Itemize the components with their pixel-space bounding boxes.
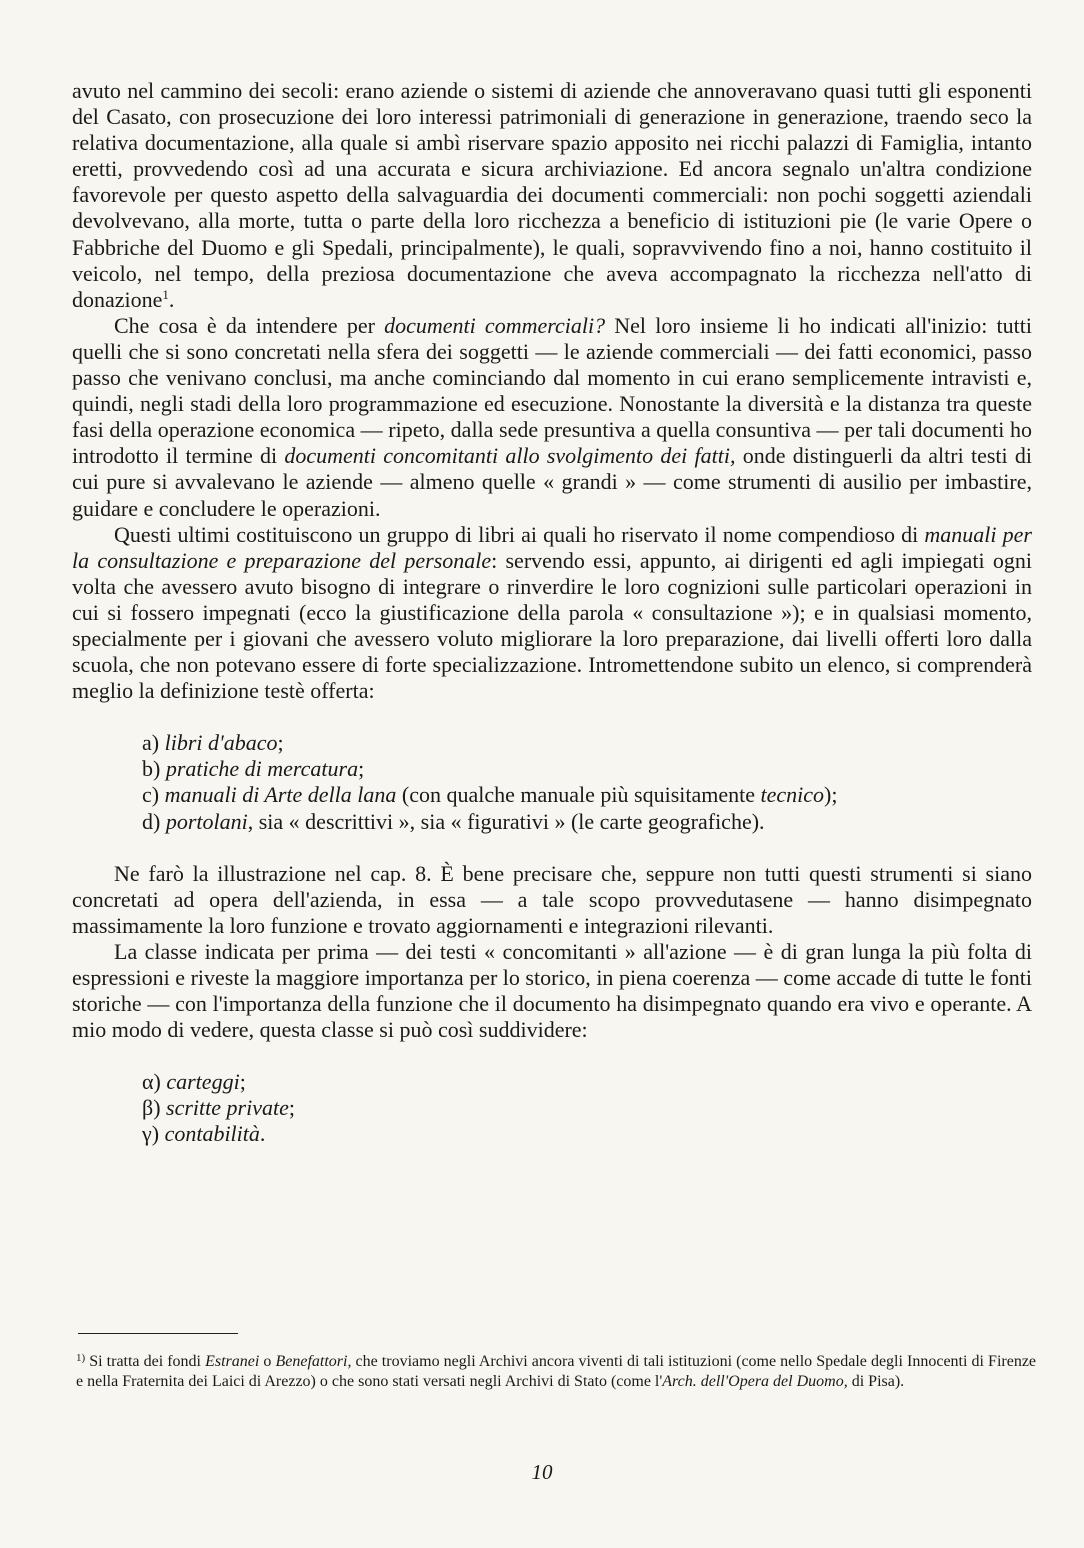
italic-term: Arch. dell'Opera del Duomo, (662, 1372, 848, 1390)
paragraph-1-text: avuto nel cammino dei secoli: erano aziende o sistemi di aziende che annoveravano quasi tutti gli esponenti del Casato, con prosecuzione dei loro interessi patrimoniali di generazione in generazione, traendo seco la relativa documentazione, alla quale si ambì riservare spazio apposito nei ricchi palazzi di Famiglia, intanto eretti, provvedendo così ad una accurata e sicura archiviazione. Ed ancora segnalo un'altra condizione favorevole per questo aspetto della salvaguardia dei documenti commerciali: non pochi soggetti aziendali devolvevano, alla morte, tutta o parte della loro ricchezza a beneficio di istituzioni pie (le varie Opere o Fabbriche del Duomo e gli Spedali, principalmente), le quali, sopravvivendo fino a noi, hanno costituito il veicolo, nel tempo, della preziosa documentazione che aveva accompagnato la ricchezza nell'atto di donazione (72, 78, 1032, 312)
page-number: 10 (531, 1460, 553, 1484)
footnote-1 (76, 1352, 1036, 1391)
list-marker: γ) (142, 1121, 160, 1147)
text-span: Questi ultimi costituiscono un gruppo di libri ai quali ho riservato il nome compendioso di (114, 521, 925, 547)
paragraph-4: Ne farò la illustrazione nel cap. 8. È bene precisare che, seppure non tutti questi strumenti si siano concretati ad opera dell'azienda, in essa — a tale scopo provvedutasene — hanno disimpegnato massimamente la loro funzione e trovato aggiornamenti e integrazioni rilevanti. (72, 860, 1032, 938)
list-item (142, 1069, 1032, 1095)
text-span: Nel loro insieme li ho indicati all'inizio: tutti quelli che si sono concretati nella sfera dei soggetti — le aziende commerciali — dei fatti economici, passo passo che venivano conclusi, ma anche cominciando dal momento in cui erano semplicemente intravisti e, quindi, negli stadi della loro programmazione ed esecuzione. Nonostante la diversità e la distanza tra queste fasi della operazione economica — ripeto, dalla sede presuntiva a quella consuntiva — per tali documenti ho introdotto il termine di (72, 312, 1033, 469)
italic-term: documenti commerciali? (384, 312, 606, 338)
footnote (76, 1352, 1036, 1391)
paragraph-3 (72, 522, 1032, 705)
list-marker: β) (142, 1095, 161, 1121)
paragraph-1-end: . (168, 286, 175, 312)
text-span: ; (239, 1069, 246, 1095)
list-item (142, 730, 1032, 756)
list-item (142, 1121, 1032, 1147)
italic-term: documenti concomitanti allo svolgimento dei fatti, (284, 443, 736, 469)
text-span: ; (288, 1095, 295, 1121)
italic-term: libri d'abaco (164, 730, 278, 756)
list-marker: d) (142, 808, 161, 834)
footnote-separator (78, 1333, 238, 1334)
text-span: Che cosa è da intendere per (114, 312, 385, 338)
list-item (142, 756, 1032, 782)
text-span: (con qualche manuale più squisitamente (396, 782, 761, 808)
text-span: che troviamo negli Archivi ancora viventi di tali istituzioni (come nello Spedale degli Innocenti di Firenze e nella Fraternita dei Laici di Arezzo) o che sono stati versati negli Archivi di Stato (come l' (76, 1353, 1037, 1390)
italic-term: contabilità (164, 1121, 260, 1147)
paragraph-5: La classe indicata per prima — dei testi « concomitanti » all'azione — è di gran lunga la più folta di espressioni e riveste la maggiore importanza per lo storico, in piena coerenza — come accade di tutte le fonti storiche — con l'importanza della funzione che il documento ha disimpegnato quando era vivo e operante. A mio modo di vedere, questa classe si può così suddividere: (72, 938, 1032, 1043)
text-span: o (259, 1353, 276, 1370)
list-marker: α) (142, 1069, 161, 1095)
italic-term: pratiche di mercatura (165, 756, 359, 782)
italic-term: manuali di Arte della lana (164, 782, 397, 808)
italic-term: carteggi (166, 1069, 240, 1095)
italic-term: tecnico (760, 782, 825, 808)
text-span: : servendo essi, appunto, ai dirigenti ed agli impiegati ogni volta che avessero avuto bisogno di integrare o rinverdire le loro cognizioni sulle particolari operazioni in cui si fossero impegnati (ecco la giustificazione della parola « consultazione »); e in qualsiasi momento, specialmente per i giovani che avessero voluto migliorare la loro preparazione, dai livelli offerti loro dalla scuola, che non potevano essere di forte specializzazione. Intromettendone subito un elenco, si comprenderà meglio la definizione testè offerta: (72, 547, 1032, 704)
manuals-list (72, 730, 1032, 834)
italic-term: Benefattori, (275, 1353, 352, 1370)
text-span: onde distinguerli da altri testi di cui pure si avvalevano le aziende — almeno quelle « grandi » — come strumenti di ausilio per imbastire, guidare e concludere le operazioni. (72, 443, 1033, 521)
footnote-mark: 1) (76, 1352, 86, 1364)
text-span: ); (824, 782, 838, 808)
paragraph-2 (72, 313, 1032, 522)
text-span: , sia « descrittivi », sia « figurativi » (le carte geografiche). (247, 808, 765, 834)
italic-term: manuali per la consultazione e preparazione del personale (72, 521, 1032, 573)
documents-list (72, 1069, 1032, 1147)
text-span: ; (358, 756, 365, 782)
italic-term: scritte private (166, 1095, 289, 1121)
list-marker: b) (142, 756, 161, 782)
text-span: ; (277, 730, 284, 756)
list-item (142, 809, 1032, 835)
main-text (72, 78, 1032, 1148)
text-span: Si tratta dei fondi (85, 1353, 206, 1370)
text-span: . (259, 1121, 266, 1147)
list-item (142, 1095, 1032, 1121)
paragraph-1 (72, 78, 1032, 313)
italic-term: Estranei (205, 1353, 260, 1370)
list-marker: a) (142, 730, 160, 756)
list-item (142, 782, 1032, 808)
text-span: di Pisa). (847, 1372, 905, 1390)
italic-term: portolani (165, 808, 248, 834)
footnote-reference[interactable]: 1 (162, 286, 169, 302)
list-marker: c) (142, 782, 160, 808)
